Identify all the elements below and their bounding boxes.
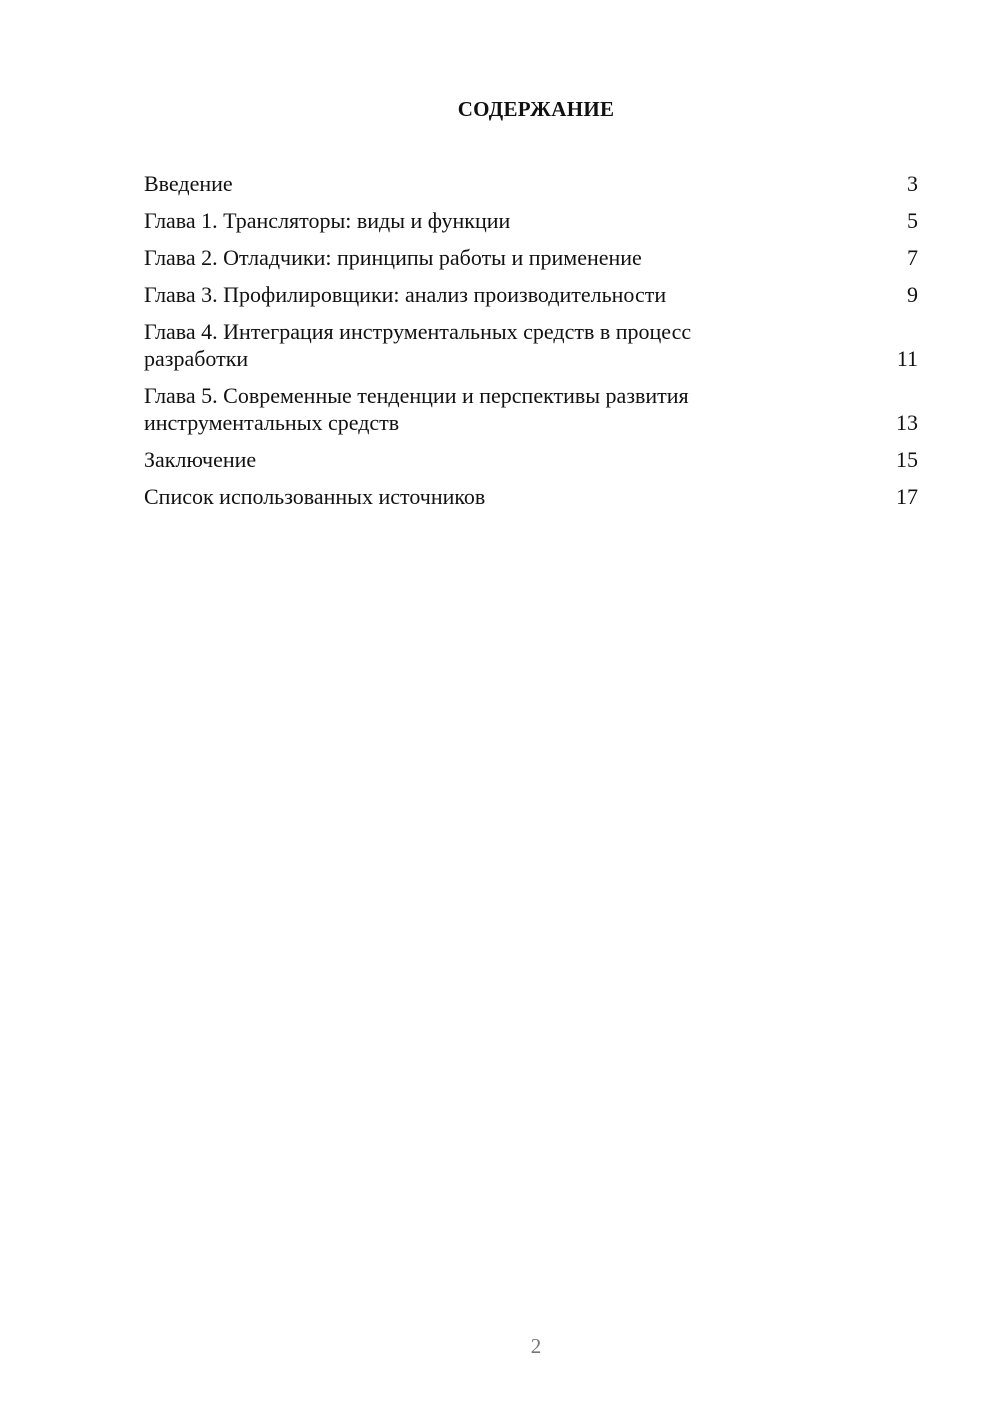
- toc-item-label: Глава 2. Отладчики: принципы работы и применение: [144, 245, 642, 270]
- toc-item-page: 9: [907, 282, 918, 307]
- toc-item-page: 13: [896, 410, 918, 435]
- toc-item-label: Глава 5. Современные тенденции и перспективы развития инструментальных средств: [144, 383, 689, 435]
- toc-item: [144, 483, 918, 510]
- toc-item-label: Глава 3. Профилировщики: анализ производительности: [144, 282, 667, 307]
- toc-item: [144, 244, 918, 271]
- toc-item-label: Введение: [144, 171, 233, 196]
- toc-item: [144, 382, 918, 436]
- toc-item-page: 3: [907, 171, 918, 196]
- toc-item: [144, 170, 918, 197]
- toc-item: [144, 281, 918, 308]
- toc-item: [144, 207, 918, 234]
- table-of-contents: [144, 170, 918, 520]
- toc-item-page: 11: [896, 346, 918, 371]
- toc-item-page: 5: [907, 208, 918, 233]
- toc-item-page: 15: [896, 447, 918, 472]
- toc-item-label: Глава 1. Трансляторы: виды и функции: [144, 208, 511, 233]
- page-title: СОДЕРЖАНИЕ: [457, 97, 615, 121]
- toc-item-label: Список использованных источников: [144, 484, 486, 509]
- toc-item-label: Заключение: [144, 447, 257, 472]
- toc-item-label: Глава 4. Интеграция инструментальных средств в процесс разработки: [144, 319, 692, 371]
- toc-item: [144, 446, 918, 473]
- toc-item-page: 17: [896, 484, 918, 509]
- toc-item: [144, 318, 918, 372]
- toc-item-page: 7: [907, 245, 918, 270]
- page-number: 2: [530, 1334, 542, 1358]
